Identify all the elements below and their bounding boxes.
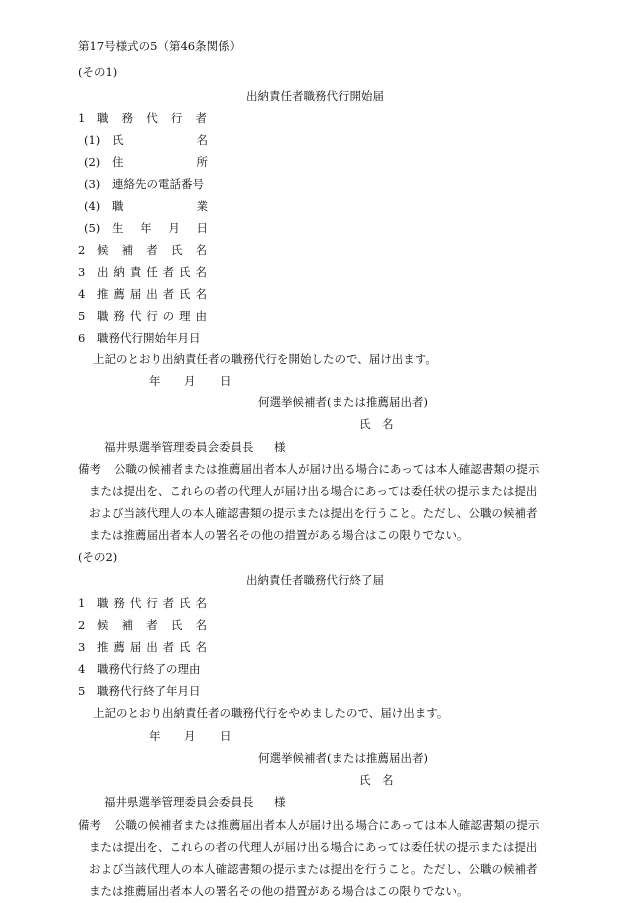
part2-item1-label: 職 務 代 行 者 氏 名 — [97, 596, 207, 610]
part2-item3-label: 推 薦 届 出 者 氏 名 — [97, 640, 207, 654]
part1-sub2-label: 住 所 — [112, 155, 208, 169]
part1-remarks-head: 備考 — [78, 462, 101, 476]
part2-title: 出納責任者職務代行終了届 — [246, 573, 384, 587]
part1-item4-label: 推 薦 届 出 者 氏 名 — [97, 287, 207, 301]
part2-item4-label: 職務代行終了の理由 — [97, 662, 201, 676]
part2-remarks-line: または提出を、これらの者の代理人が届け出る場合にあっては委任状の提示または提出 — [89, 840, 538, 854]
part2-date-day: 日 — [220, 729, 232, 743]
part2-remarks-line: および当該代理人の本人確認書類の提示または提出を行うこと。ただし、公職の候補者 — [89, 862, 538, 876]
part2-honorific: 様 — [274, 795, 286, 809]
part1-statement: 上記のとおり出納責任者の職務代行を開始したので、届け出ます。 — [93, 352, 437, 366]
part1-sub1-number: (1) — [84, 133, 101, 147]
part1-honorific: 様 — [274, 440, 286, 454]
part1-item5-number: 5 — [78, 309, 86, 323]
part2-label: (その2) — [78, 550, 118, 564]
part1-remarks-line: および当該代理人の本人確認書類の提示または提出を行うこと。ただし、公職の候補者 — [89, 506, 538, 520]
part2-remarks-line: 公職の候補者または推薦届出者本人が届け出る場合にあっては本人確認書類の提示 — [114, 818, 540, 832]
part2-item3-number: 3 — [78, 640, 86, 654]
part2-item1-number: 1 — [78, 596, 86, 610]
part2-submitter: 何選挙候補者(または推薦届出者) — [258, 751, 428, 765]
part1-sub4-label: 職 業 — [112, 199, 208, 213]
part2-addressee: 福井県選挙管理委員会委員長 — [104, 795, 254, 809]
part2-remarks-head: 備考 — [78, 818, 101, 832]
part1-name-label: 氏 名 — [359, 417, 394, 431]
part2-name-label: 氏 名 — [359, 773, 394, 787]
part1-date-month: 月 — [184, 374, 196, 388]
part1-section1-number: 1 — [78, 111, 86, 125]
part1-item4-number: 4 — [78, 287, 86, 301]
part2-item5-number: 5 — [78, 684, 86, 698]
part1-sub3-label: 連絡先の電話番号 — [112, 177, 204, 191]
part1-item6-number: 6 — [78, 331, 86, 345]
part1-item3-label: 出 納 責 任 者 氏 名 — [97, 265, 207, 279]
part2-item2-number: 2 — [78, 618, 86, 632]
part2-remarks-line: または推薦届出者本人の署名その他の措置がある場合はこの限りでない。 — [89, 884, 469, 898]
part1-sub4-number: (4) — [84, 199, 101, 213]
part2-item2-label: 候 補 者 氏 名 — [97, 618, 207, 632]
part1-remarks-line: または提出を、これらの者の代理人が届け出る場合にあっては委任状の提示または提出 — [89, 484, 538, 498]
form-number: 第17号様式の5（第46条関係） — [78, 39, 242, 53]
part1-date-year: 年 — [149, 374, 161, 388]
part1-date-day: 日 — [220, 374, 232, 388]
part1-remarks-line: または推薦届出者本人の署名その他の措置がある場合はこの限りでない。 — [89, 528, 469, 542]
part1-sub5-number: (5) — [84, 221, 101, 235]
part1-submitter: 何選挙候補者(または推薦届出者) — [258, 395, 428, 409]
part1-sub1-label: 氏 名 — [112, 133, 208, 147]
part1-label: (その1) — [78, 65, 118, 79]
part1-item6-label: 職務代行開始年月日 — [97, 331, 201, 345]
part2-date-month: 月 — [184, 729, 196, 743]
part1-remarks-line: 公職の候補者または推薦届出者本人が届け出る場合にあっては本人確認書類の提示 — [114, 462, 540, 476]
part2-item5-label: 職務代行終了年月日 — [97, 684, 201, 698]
part2-item4-number: 4 — [78, 662, 86, 676]
part1-section1-label: 職 務 代 行 者 — [97, 111, 207, 125]
part1-sub3-number: (3) — [84, 177, 101, 191]
part1-sub5-label: 生 年 月 日 — [112, 221, 208, 235]
part1-title: 出納責任者職務代行開始届 — [246, 89, 384, 103]
part1-sub2-number: (2) — [84, 155, 101, 169]
part2-date-year: 年 — [149, 729, 161, 743]
part1-addressee: 福井県選挙管理委員会委員長 — [104, 440, 254, 454]
part2-statement: 上記のとおり出納責任者の職務代行をやめましたので、届け出ます。 — [93, 706, 449, 720]
part1-item2-number: 2 — [78, 243, 86, 257]
part1-item5-label: 職 務 代 行 の 理 由 — [97, 309, 207, 323]
part1-item2-label: 候 補 者 氏 名 — [97, 243, 207, 257]
part1-item3-number: 3 — [78, 265, 86, 279]
